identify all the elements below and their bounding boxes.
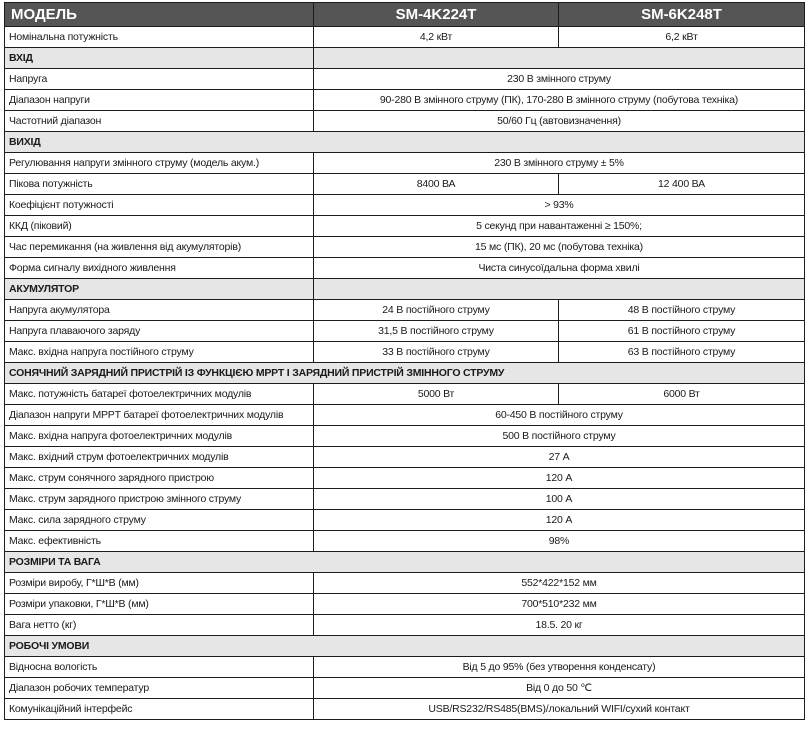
section-title: РОБОЧІ УМОВИ: [5, 636, 805, 657]
row-label: Комунікаційний інтерфейс: [5, 699, 314, 720]
table-row: [5, 384, 805, 405]
table-row: [5, 489, 805, 510]
table-row: [5, 573, 805, 594]
row-label: ККД (піковий): [5, 216, 314, 237]
row-label: Діапазон напруги MPPT батареї фотоелектричних модулів: [5, 405, 314, 426]
row-value-2: 61 В постійного струму: [559, 321, 805, 342]
row-label: Макс. вхідна напруга постійного струму: [5, 342, 314, 363]
table-row: [5, 111, 805, 132]
row-value: 552*422*152 мм: [314, 573, 805, 594]
row-value: 18.5. 20 кг: [314, 615, 805, 636]
row-value: 50/60 Гц (автовизначення): [314, 111, 805, 132]
row-label: Макс. сила зарядного струму: [5, 510, 314, 531]
row-value: 700*510*232 мм: [314, 594, 805, 615]
table-row: [5, 321, 805, 342]
table-row: [5, 657, 805, 678]
row-label: Напруга акумулятора: [5, 300, 314, 321]
row-value: 27 А: [314, 447, 805, 468]
table-row: [5, 174, 805, 195]
table-row: [5, 594, 805, 615]
row-value-1: 31,5 В постійного струму: [314, 321, 559, 342]
section-header-battery: [5, 279, 805, 300]
row-label: Регулювання напруги змінного струму (модель акум.): [5, 153, 314, 174]
table-row: [5, 300, 805, 321]
row-label: Макс. струм сонячного зарядного пристрою: [5, 468, 314, 489]
table-row: [5, 27, 805, 48]
section-title: СОНЯЧНИЙ ЗАРЯДНИЙ ПРИСТРІЙ ІЗ ФУНКЦІЄЮ МРРТ І ЗАРЯДНИЙ ПРИСТРІЙ ЗМІННОГО СТРУМУ: [5, 363, 805, 384]
table-row: [5, 195, 805, 216]
row-label: Розміри виробу, Г*Ш*В (мм): [5, 573, 314, 594]
row-value-1: 5000 Вт: [314, 384, 559, 405]
section-header-conditions: [5, 636, 805, 657]
row-value: Чиста синусоїдальна форма хвилі: [314, 258, 805, 279]
row-value: 120 А: [314, 468, 805, 489]
row-value: Від 0 до 50 ℃: [314, 678, 805, 699]
row-label: Вага нетто (кг): [5, 615, 314, 636]
row-label: Макс. потужність батареї фотоелектричних модулів: [5, 384, 314, 405]
row-label: Коефіцієнт потужності: [5, 195, 314, 216]
row-value-2: 6,2 кВт: [559, 27, 805, 48]
model-name-1: SM-4K224T: [314, 3, 559, 27]
row-label: Діапазон напруги: [5, 90, 314, 111]
row-label: Напруга: [5, 69, 314, 90]
row-value: 120 А: [314, 510, 805, 531]
row-value: > 93%: [314, 195, 805, 216]
row-label: Напруга плаваючого заряду: [5, 321, 314, 342]
table-row: [5, 405, 805, 426]
table-row: [5, 153, 805, 174]
section-empty-cell: [314, 279, 805, 300]
table-row: [5, 447, 805, 468]
row-label: Пікова потужність: [5, 174, 314, 195]
row-value-2: 6000 Вт: [559, 384, 805, 405]
table-row: [5, 615, 805, 636]
table-row: [5, 90, 805, 111]
table-row: [5, 69, 805, 90]
row-label: Макс. ефективність: [5, 531, 314, 552]
row-value-2: 63 В постійного струму: [559, 342, 805, 363]
row-value-1: 33 В постійного струму: [314, 342, 559, 363]
row-label: Діапазон робочих температур: [5, 678, 314, 699]
row-value: 60-450 В постійного струму: [314, 405, 805, 426]
model-name-2: SM-6K248T: [559, 3, 805, 27]
table-row: [5, 510, 805, 531]
row-label: Час перемикання (на живлення від акумуляторів): [5, 237, 314, 258]
row-label: Макс. струм зарядного пристрою змінного струму: [5, 489, 314, 510]
section-header-solar: [5, 363, 805, 384]
row-label: Частотний діапазон: [5, 111, 314, 132]
row-value: 15 мс (ПК), 20 мс (побутова техніка): [314, 237, 805, 258]
section-header-output: [5, 132, 805, 153]
row-value-1: 4,2 кВт: [314, 27, 559, 48]
table-row: [5, 342, 805, 363]
row-label: Макс. вхідний струм фотоелектричних модулів: [5, 447, 314, 468]
row-label: Форма сигналу вихідного живлення: [5, 258, 314, 279]
row-value: 90-280 В змінного струму (ПК), 170-280 В змінного струму (побутова техніка): [314, 90, 805, 111]
row-value: 5 секунд при навантаженні ≥ 150%;: [314, 216, 805, 237]
table-row: [5, 531, 805, 552]
table-row: [5, 468, 805, 489]
section-empty-cell: [314, 48, 805, 69]
row-value: USB/RS232/RS485(BMS)/локальний WIFI/сухий контакт: [314, 699, 805, 720]
section-title: ВХІД: [5, 48, 314, 69]
row-value-2: 48 В постійного струму: [559, 300, 805, 321]
row-value: 500 В постійного струму: [314, 426, 805, 447]
row-value: 100 А: [314, 489, 805, 510]
table-row: [5, 258, 805, 279]
section-title: ВИХІД: [5, 132, 805, 153]
row-value-1: 24 В постійного струму: [314, 300, 559, 321]
section-header-dimensions: [5, 552, 805, 573]
model-header-label: МОДЕЛЬ: [5, 3, 314, 27]
row-label: Номінальна потужність: [5, 27, 314, 48]
row-value-2: 12 400 ВА: [559, 174, 805, 195]
section-title: АКУМУЛЯТОР: [5, 279, 314, 300]
row-value-1: 8400 ВА: [314, 174, 559, 195]
header-row: [5, 3, 805, 27]
table-row: [5, 216, 805, 237]
row-value: 230 В змінного струму ± 5%: [314, 153, 805, 174]
row-value: 98%: [314, 531, 805, 552]
row-value: Від 5 до 95% (без утворення конденсату): [314, 657, 805, 678]
table-row: [5, 237, 805, 258]
section-header-input: [5, 48, 805, 69]
row-label: Розміри упаковки, Г*Ш*В (мм): [5, 594, 314, 615]
table-row: [5, 699, 805, 720]
row-value: 230 В змінного струму: [314, 69, 805, 90]
section-title: РОЗМІРИ ТА ВАГА: [5, 552, 805, 573]
spec-table: [4, 2, 805, 720]
row-label: Макс. вхідна напруга фотоелектричних модулів: [5, 426, 314, 447]
table-row: [5, 426, 805, 447]
row-label: Відносна вологість: [5, 657, 314, 678]
table-row: [5, 678, 805, 699]
